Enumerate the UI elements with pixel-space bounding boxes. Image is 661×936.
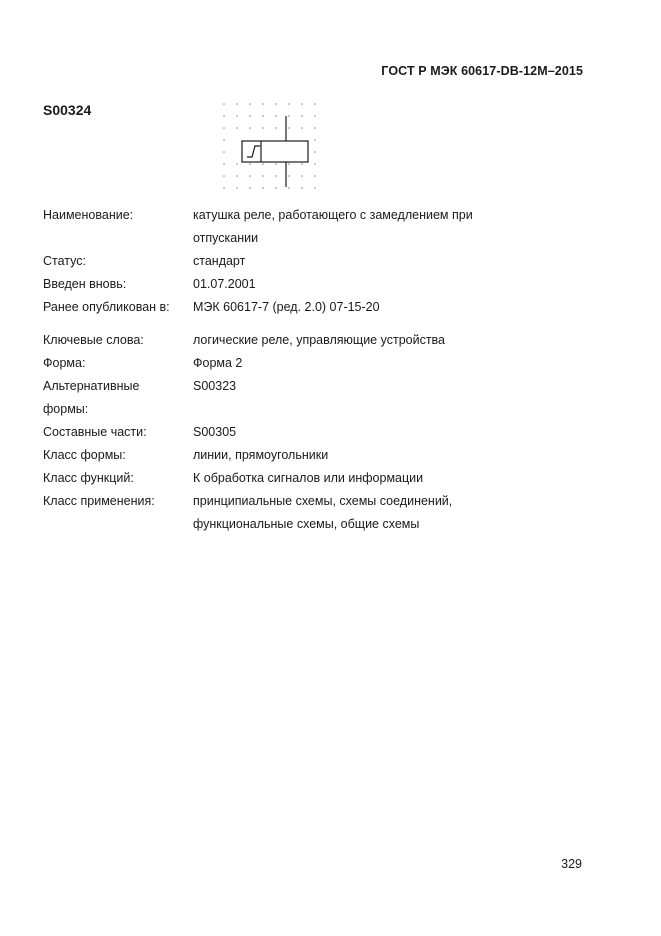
property-row-status <box>43 250 603 273</box>
property-label-line: формы: <box>43 402 89 416</box>
coil-rectangle <box>242 141 308 162</box>
property-row-introduced <box>43 273 603 296</box>
property-value-line: функциональные схемы, общие схемы <box>193 517 420 531</box>
property-label: Введен вновь: <box>43 277 127 291</box>
property-row-shape-class <box>43 444 603 467</box>
property-row-keywords <box>43 329 603 352</box>
property-label <box>43 375 193 421</box>
slow-release-mark <box>247 146 260 157</box>
property-label: Наименование: <box>43 208 134 222</box>
symbol-id: S00324 <box>43 102 92 118</box>
property-value-line: катушка реле, работающего с замедлением при <box>193 208 473 222</box>
property-label-line: Альтернативные <box>43 379 140 393</box>
relay-coil-symbol-figure <box>220 100 326 192</box>
property-value: S00305 <box>193 425 237 439</box>
symbol-properties-table <box>43 204 603 536</box>
property-row-previously-published <box>43 296 603 319</box>
property-value: линии, прямоугольники <box>193 448 329 462</box>
property-label: Класс применения: <box>43 494 155 508</box>
property-row-components <box>43 421 603 444</box>
property-value: логические реле, управляющие устройства <box>193 333 446 347</box>
property-value <box>193 204 603 250</box>
property-value-line: принципиальные схемы, схемы соединений, <box>193 494 453 508</box>
property-row-alternative-forms <box>43 375 603 421</box>
property-row-application-class <box>43 490 603 536</box>
property-row-form <box>43 352 603 375</box>
page-number: 329 <box>561 857 582 871</box>
property-label: Статус: <box>43 254 86 268</box>
dot-grid <box>223 103 316 189</box>
property-value: стандарт <box>193 254 246 268</box>
property-value-line: отпускании <box>193 231 259 245</box>
property-label: Составные части: <box>43 425 147 439</box>
property-row-name <box>43 204 603 250</box>
property-value: Форма 2 <box>193 356 243 370</box>
property-value: S00323 <box>193 379 237 393</box>
property-label: Ключевые слова: <box>43 333 144 347</box>
property-value: 01.07.2001 <box>193 277 256 291</box>
property-value <box>193 490 603 536</box>
property-value: МЭК 60617-7 (ред. 2.0) 07-15-20 <box>193 300 380 314</box>
property-label: Класс формы: <box>43 448 126 462</box>
standard-designation: ГОСТ Р МЭК 60617-DB-12M–2015 <box>381 64 583 78</box>
property-label: Класс функций: <box>43 471 134 485</box>
property-label: Форма: <box>43 356 86 370</box>
property-value: К обработка сигналов или информации <box>193 471 424 485</box>
property-row-function-class <box>43 467 603 490</box>
property-label: Ранее опубликован в: <box>43 300 170 314</box>
